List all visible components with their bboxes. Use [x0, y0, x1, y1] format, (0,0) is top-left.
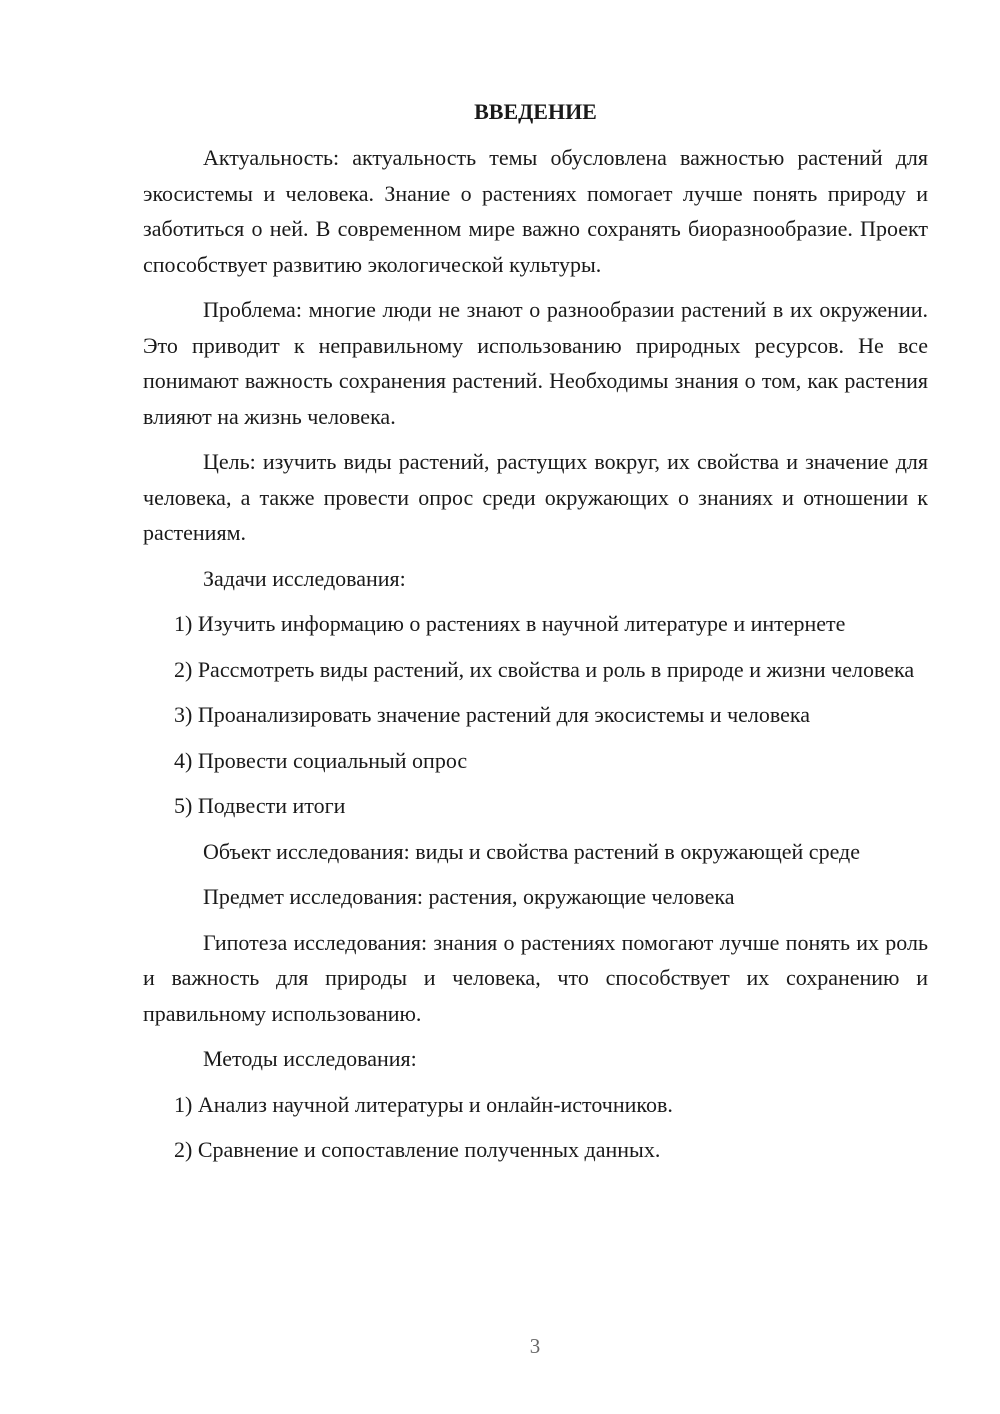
hypothesis-paragraph: Гипотеза исследования: знания о растениях помогают лучше понять их роль и важность для природы и человека, что способствует их сохранению и правильному использованию.	[143, 929, 928, 1026]
tasks-heading: Задачи исследования:	[203, 565, 406, 591]
object-paragraph: Объект исследования: виды и свойства растений в окружающей среде	[203, 838, 861, 864]
task-item-3: 3) Проанализировать значение растений для экосистемы и человека	[174, 702, 811, 727]
relevance-paragraph: Актуальность: актуальность темы обусловлена важностью растений для экосистемы и человека. Знание о растениях помогает лучше понять природу и заботиться о ней. В современном мире важно сохранять биоразнообразие. Проект способствует развитию экологической культуры.	[143, 145, 928, 277]
subject-paragraph: Предмет исследования: растения, окружающие человека	[203, 884, 735, 909]
method-item-1: 1) Анализ научной литературы и онлайн-источников.	[174, 1091, 673, 1117]
problem-paragraph: Проблема: многие люди не знают о разнообразии растений в их окружении. Это приводит к неправильному использованию природных ресурсов. Не все понимают важность сохранения растений. Необходимы знания о том, как растения влияют на жизнь человека.	[143, 297, 928, 429]
task-item-1: 1) Изучить информацию о растениях в научной литературе и интернете	[174, 611, 846, 636]
goal-paragraph: Цель: изучить виды растений, растущих вокруг, их свойства и значение для человека, а также провести опрос среди окружающих о знаниях и отношении к растениям.	[143, 449, 928, 545]
section-title: ВВЕДЕНИЕ	[474, 99, 597, 124]
method-item-2: 2) Сравнение и сопоставление полученных данных.	[174, 1137, 661, 1162]
task-item-4: 4) Провести социальный опрос	[174, 747, 468, 773]
page-number: 3	[529, 1334, 541, 1358]
task-item-2: 2) Рассмотреть виды растений, их свойства и роль в природе и жизни человека	[174, 656, 915, 682]
document-page	[143, 97, 928, 1178]
task-item-5: 5) Подвести итоги	[174, 793, 346, 818]
methods-heading: Методы исследования:	[203, 1046, 417, 1071]
